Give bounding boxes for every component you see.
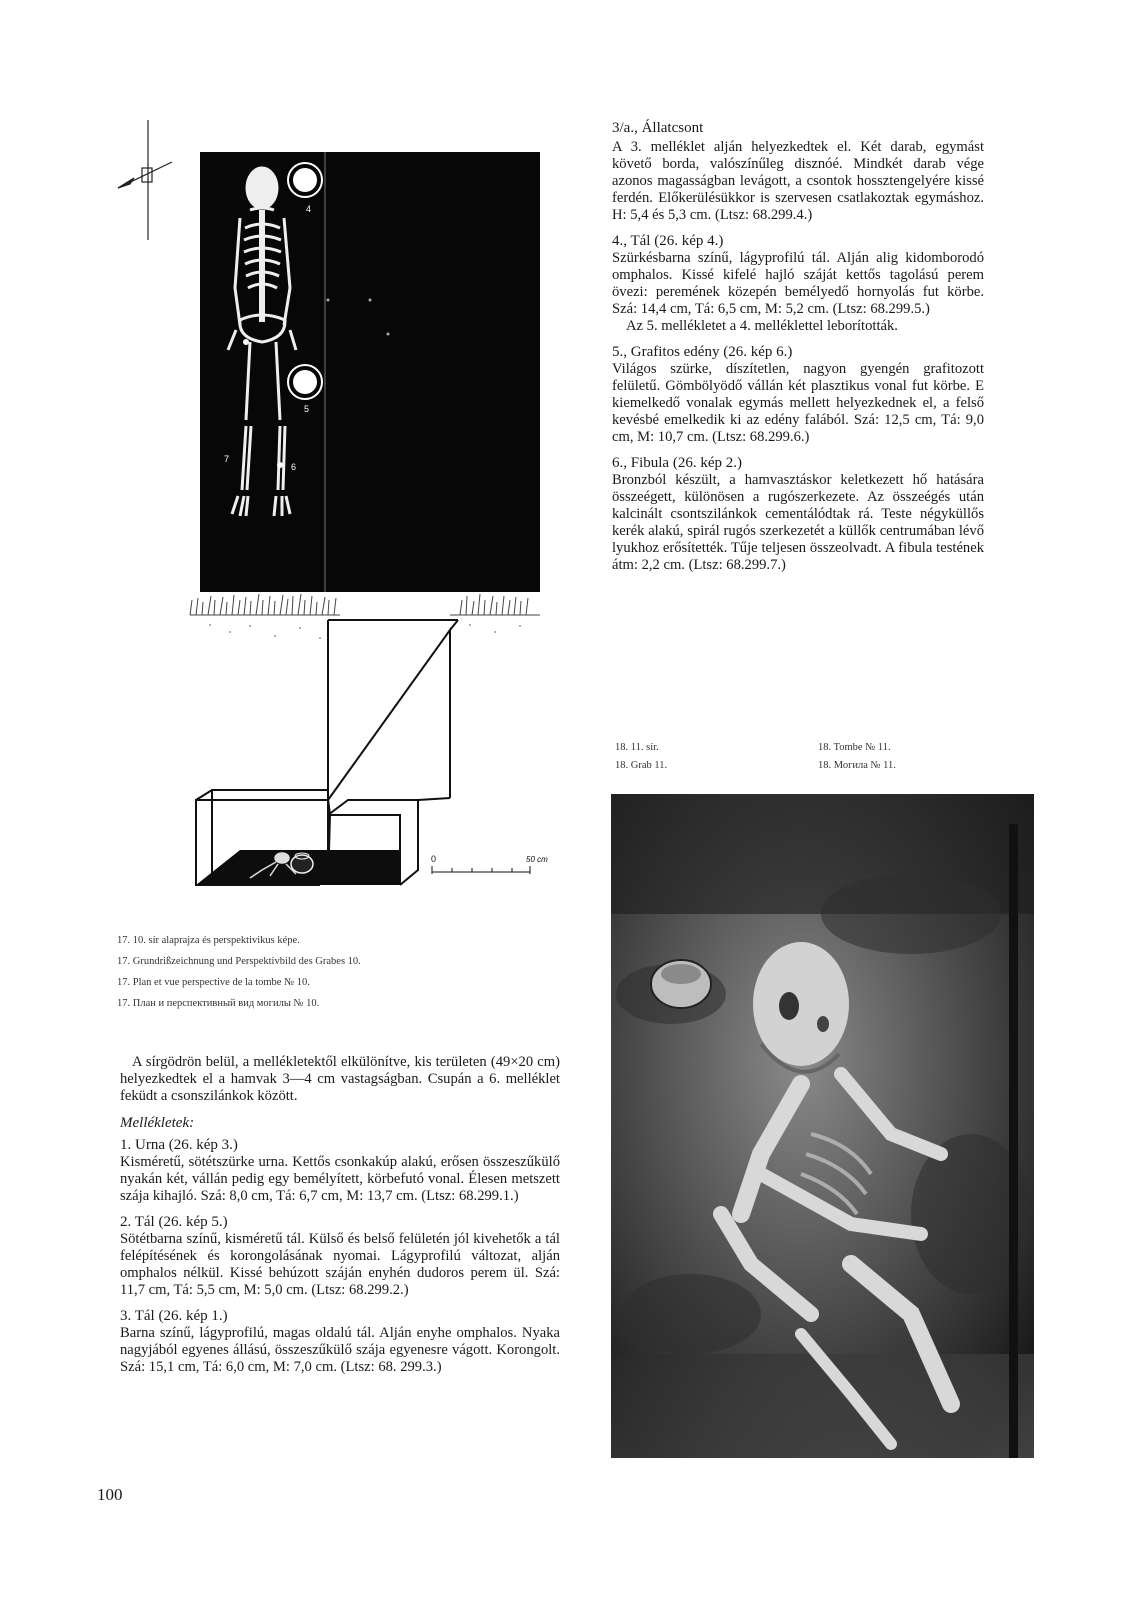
skull-in-photo: [753, 942, 849, 1066]
plan-number-5: 5: [304, 404, 310, 414]
heading-5: 5., Grafitos edény (26. kép 6.): [612, 344, 793, 360]
intro-paragraph: A sírgödrön belül, a mellékletektől elkülönítve, kis területen (49×20 cm) helyezkedtek el a hamvak 3—4 cm vastagságban. Csupán a 6. melléklet feküdt a csonszilánkok között.: [120, 1054, 560, 1104]
figure-17-caption: [117, 934, 361, 1010]
svg-text:0: 0: [431, 854, 437, 864]
text-2: Sötétbarna színű, kisméretű tál. Külső és belső felületén jól kivehetők a tál felépítésének és korongolásának nyomai. Lágyprofilú változat, alján omphalos nélkül. Kissé behúzott száján enyhén dudoros perem ül. Szá: 11,7 cm, Tá: 5,5 cm, M: 5,0 cm. (Ltsz: 68.299.2.): [120, 1231, 560, 1298]
heading-3: 3. Tál (26. kép 1.): [120, 1308, 228, 1324]
measuring-stick: [1009, 824, 1018, 1458]
figure-18-caption-ru: 18. Могила № 11.: [818, 760, 896, 771]
figure-17-caption-fr: 17. Plan et vue perspective de la tombe № 10.: [117, 977, 310, 988]
text-1: Kisméretű, sötétszürke urna. Kettős csonkakúp alakú, erősen összeszűkülő nyakán két, vállán pedig egy bemélyített, körbefutó vonal. Élesen metszett szája kihajló. Szá: 8,0 cm, Tá: 6,7 cm, M: 13,7 cm. (Ltsz: 68.299.1.): [120, 1154, 560, 1204]
section-mellekletek: Mellékletek:: [120, 1115, 195, 1131]
text-5: Világos szürke, díszítetlen, nagyon gyengén grafitozott felületű. Gömbölyödő vállán két plasztikus vonal fut körbe. E kiemelkedő vonalak egymás mellett helyezkednek el, a felső kevésbé emelkedik ki az edény falából. Szá: 12,5 cm, Tá: 9,0 cm, M: 10,7 cm. (Ltsz: 68.299.6.): [612, 361, 984, 445]
plan-number-6: 6: [291, 462, 297, 472]
grave-drawing: [100, 110, 560, 910]
page-number: 100: [97, 1485, 123, 1504]
text-6: Bronzból készült, a hamvasztáskor keletkezett hő hatására összeégett, különösen a rugószerkezete. Az összeégés után kalcinált csontszilánkok cementálódtak rá. Teste négyküllős kerék alakú, spirál rugós szerkezetét a küllők centrumában lévő lyukhoz erősítették. Tűje teljesen összeolvadt. A fibula testének átm: 2,2 cm. (Ltsz: 68.299.7.): [612, 472, 984, 573]
grave-photo: [611, 794, 1034, 1458]
grass-ground-left: [190, 594, 340, 615]
svg-text:50 cm: 50 cm: [526, 855, 548, 864]
figure-18-caption-hu: 18. 11. sír.: [615, 742, 659, 753]
figure-18-caption-de: 18. Grab 11.: [615, 760, 668, 771]
text-4b: Az 5. mellékletet a 4. melléklettel leborították.: [626, 318, 898, 334]
plan-number-7: 7: [224, 454, 230, 464]
heading-6: 6., Fibula (26. kép 2.): [612, 455, 742, 471]
scale-bar: [431, 854, 548, 874]
left-column-text: [120, 1054, 560, 1376]
grave-plan: [200, 152, 540, 592]
right-column-text: [612, 119, 984, 574]
heading-1: 1. Urna (26. kép 3.): [120, 1137, 238, 1153]
plan-number-4: 4: [306, 204, 312, 214]
heading-4: 4., Tál (26. kép 4.): [612, 233, 724, 249]
heading-3a: 3/a., Állatcsont: [612, 120, 704, 136]
grass-ground-right: [450, 594, 540, 615]
text-3a: A 3. melléklet alján helyezkedtek el. Két darab, egymást követő borda, valószínűleg disznóé. Mindkét darab vége azonos magasságban levágott, a csontok hossztengelyére kissé ferdén. Előkerülésükkor is szervesen csatlakoztak egymáshoz. H: 5,4 és 5,3 cm. (Ltsz: 68.299.4.): [612, 139, 984, 223]
text-4: Szürkésbarna színű, lágyprofilú tál. Alján alig kidomborodó omphalos. Kissé kifelé hajló száját kettős tagolású perem övezi: peremének közepén bemélyedő hornyolás fut körbe. Szá: 14,4 cm, Tá: 6,5 cm, M: 5,2 cm. (Ltsz: 68.299.5.): [612, 250, 984, 317]
figure-17-caption-ru: 17. План и перспективный вид могилы № 10.: [117, 998, 320, 1009]
figure-17-caption-de: 17. Grundrißzeichnung und Perspektivbild des Grabes 10.: [117, 956, 361, 967]
figure-17-caption-hu: 17. 10. sír alaprajza és perspektivikus képe.: [117, 935, 300, 946]
heading-2: 2. Tál (26. kép 5.): [120, 1214, 228, 1230]
figure-18-caption-fr: 18. Tombe № 11.: [818, 742, 891, 753]
north-arrow-icon: [118, 120, 172, 240]
text-3: Barna színű, lágyprofilú, magas oldalú tál. Alján enyhe omphalos. Nyaka nagyjából egyenes állású, összeszűkülő szája egyenesre vágott. Korongolt. Szá: 15,1 cm, Tá: 6,0 cm, M: 7,0 cm. (Ltsz: 68. 299.3.): [120, 1325, 560, 1375]
